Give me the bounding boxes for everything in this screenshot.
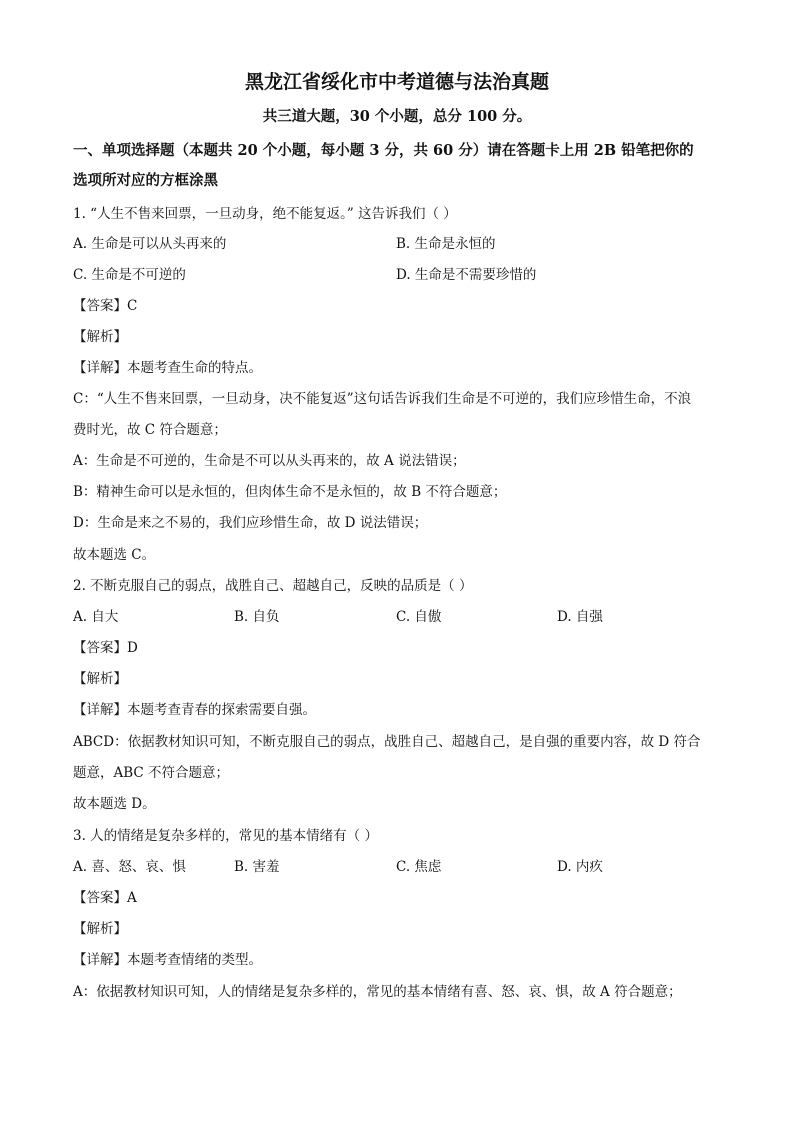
question-1-stem: 1. “人生不售来回票，一旦动身，绝不能复返。” 这告诉我们（ ） [73, 206, 457, 222]
page-subtitle: 共三道大题，30 个小题，总分 100 分。 [262, 108, 532, 125]
question-3-option-b: B. 害羞 [234, 859, 280, 875]
question-3-explanation-a: A：依据教材知识可知，人的情绪是复杂多样的，常见的基本情绪有喜、怒、哀、惧，故 A 符合题意； [73, 984, 682, 1000]
question-1-conclusion: 故本题选 C。 [73, 547, 156, 563]
question-1-option-b: B. 生命是永恒的 [396, 236, 496, 252]
question-2-detail: 【详解】本题考查青春的探索需要自强。 [73, 702, 316, 718]
question-1-option-a: A. 生命是可以从头再来的 [73, 236, 227, 252]
question-3-option-c: C. 焦虑 [396, 859, 442, 875]
question-2-explanation-cont: 题意，ABC 不符合题意； [73, 765, 230, 781]
question-2-analysis-label: 【解析】 [73, 671, 127, 687]
question-3-analysis-label: 【解析】 [73, 921, 127, 937]
question-2-option-b: B. 自负 [234, 609, 280, 625]
question-2-stem: 2. 不断克服自己的弱点，战胜自己、超越自己，反映的品质是（ ） [73, 578, 473, 594]
question-1-option-d: D. 生命是不需要珍惜的 [396, 267, 537, 283]
question-2-option-d: D. 自强 [557, 609, 603, 625]
question-1-option-c: C. 生命是不可逆的 [73, 267, 186, 283]
question-2-conclusion: 故本题选 D。 [73, 796, 156, 812]
question-3-answer: 【答案】A [73, 890, 137, 906]
section-heading: 一、单项选择题（本题共 20 个小题，每小题 3 分，共 60 分）请在答题卡上用 2B 铅笔把你的 [73, 142, 694, 159]
question-3-option-a: A. 喜、怒、哀、惧 [73, 859, 186, 875]
question-3-detail: 【详解】本题考查情绪的类型。 [73, 952, 262, 968]
question-2-answer: 【答案】D [73, 640, 138, 656]
question-3-option-d: D. 内疚 [557, 859, 603, 875]
question-2-explanation: ABCD：依据教材知识可知，不断克服自己的弱点，战胜自己、超越自己，是自强的重要内容，故 D 符合 [73, 734, 701, 750]
question-1-answer: 【答案】C [73, 298, 138, 314]
section-heading-continued: 选项所对应的方框涂黑 [73, 172, 218, 189]
question-1-explanation-b: B：精神生命可以是永恒的，但肉体生命不是永恒的，故 B 不符合题意； [73, 484, 507, 500]
question-1-detail: 【详解】本题考查生命的特点。 [73, 360, 262, 376]
question-2-option-c: C. 自傲 [396, 609, 442, 625]
question-1-explanation-d: D：生命是来之不易的，我们应珍惜生命，故 D 说法错误； [73, 515, 428, 531]
question-1-explanation-c: C：“人生不售来回票，一旦动身，决不能复返”这句话告诉我们生命是不可逆的，我们应珍惜生命，不浪 [73, 391, 692, 407]
question-1-explanation-c-cont: 费时光，故 C 符合题意； [73, 422, 227, 438]
question-1-explanation-a: A：生命是不可逆的，生命是不可以从头再来的，故 A 说法错误； [73, 453, 466, 469]
question-2-option-a: A. 自大 [73, 609, 119, 625]
page-title: 黑龙江省绥化市中考道德与法治真题 [244, 71, 549, 93]
question-1-analysis-label: 【解析】 [73, 329, 127, 345]
question-3-stem: 3. 人的情绪是复杂多样的，常见的基本情绪有（ ） [73, 828, 378, 844]
